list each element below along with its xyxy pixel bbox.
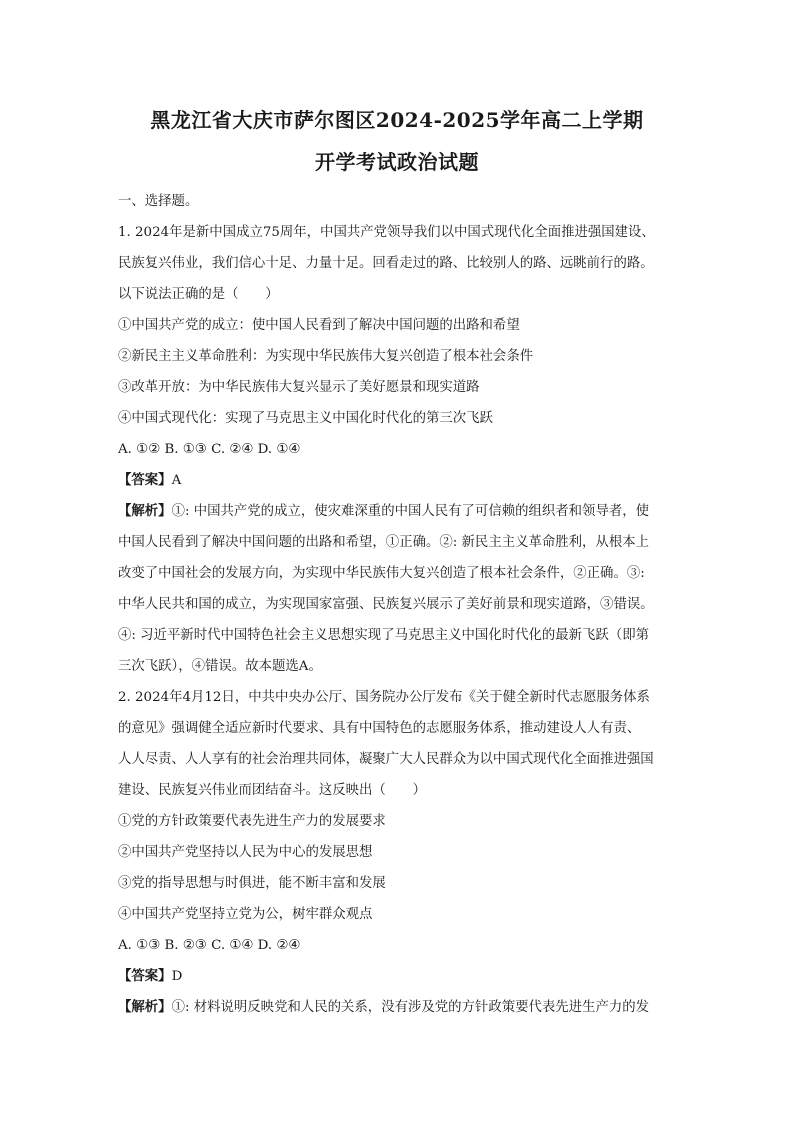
answer-options: A. ①② B. ①③ C. ②④ D. ①④ [118,442,301,457]
question-stem-line: 建设、民族复兴伟业而团结奋斗。这反映出（ ） [118,783,426,798]
question-2 [118,682,684,1023]
document-title-line-2: 开学考试政治试题 [315,150,479,174]
answer-label: 【答案】 [118,472,172,488]
answer-value: D [171,969,183,984]
statement-item: ④中国共产党坚持立党为公，树牢群众观点 [118,907,373,922]
statement-item: ②新民主主义革命胜利：为实现中华民族伟大复兴创造了根本社会条件 [118,349,534,364]
statement-item: ③改革开放：为中华民族伟大复兴显示了美好愿景和现实道路 [118,380,480,395]
section-heading: 一、选择题。 [118,194,199,209]
statement-item: ③党的指导思想与时俱进，能不断丰富和发展 [118,876,386,891]
statement-item: ①党的方针政策要代表先进生产力的发展要求 [118,814,386,829]
answer-line [118,961,684,992]
answer-label: 【答案】 [118,968,172,984]
analysis-line: 改变了中国社会的发展方向，为实现中华民族伟大复兴创造了根本社会条件，②正确。③: [118,566,645,581]
analysis-line [118,992,684,1023]
question-1 [118,217,684,682]
statement-item: ②中国共产党坚持以人民为中心的发展思想 [118,845,373,860]
document-title-line-1: 黑龙江省大庆市萨尔图区2024-2025学年高二上学期 [150,108,644,132]
question-stem-line: 以下说法正确的是（ ） [118,287,279,302]
answer-line [118,465,684,496]
answer-options: A. ①③ B. ②③ C. ①④ D. ②④ [118,938,301,953]
analysis-line [118,496,684,527]
analysis-text: ①: 材料说明反映党和人民的关系，没有涉及党的方针政策要代表先进生产力的发 [171,1000,649,1015]
analysis-line: ④: 习近平新时代中国特色社会主义思想实现了马克思主义中国化时代化的最新飞跃（即第 [118,628,649,643]
document-body [118,186,684,1023]
analysis-line: 中华人民共和国的成立，为实现国家富强、民族复兴展示了美好前景和现实道路，③错误。 [118,597,654,612]
answer-value: A [171,473,182,488]
analysis-label: 【解析】 [118,503,172,519]
question-stem-line: 人人尽责、人人享有的社会治理共同体，凝聚广大人民群众为以中国式现代化全面推进强国 [118,752,654,767]
analysis-text: ①: 中国共产党的成立，使灾难深重的中国人民有了可信赖的组织者和领导者，使 [171,504,649,519]
analysis-line: 三次飞跃），④错误。故本题选A。 [118,659,322,674]
statement-item: ④中国式现代化：实现了马克思主义中国化时代化的第三次飞跃 [118,411,493,426]
statement-item: ①中国共产党的成立：使中国人民看到了解决中国问题的出路和希望 [118,318,520,333]
analysis-line: 中国人民看到了解决中国问题的出路和希望，①正确。②: 新民主主义革命胜利，从根本上 [118,535,649,550]
question-stem-line: 民族复兴伟业，我们信心十足、力量十足。回看走过的路、比较别人的路、远眺前行的路。 [118,256,654,271]
analysis-label: 【解析】 [118,999,172,1015]
question-stem-line: 的意见》强调健全适应新时代要求、具有中国特色的志愿服务体系，推动建设人人有责、 [118,721,641,736]
question-stem-line: 2. 2024年4月12日，中共中央办公厅、国务院办公厅发布《关于健全新时代志愿服务体系 [118,690,650,705]
question-stem-line: 1. 2024年是新中国成立75周年，中国共产党领导我们以中国式现代化全面推进强国建设、 [118,225,655,240]
